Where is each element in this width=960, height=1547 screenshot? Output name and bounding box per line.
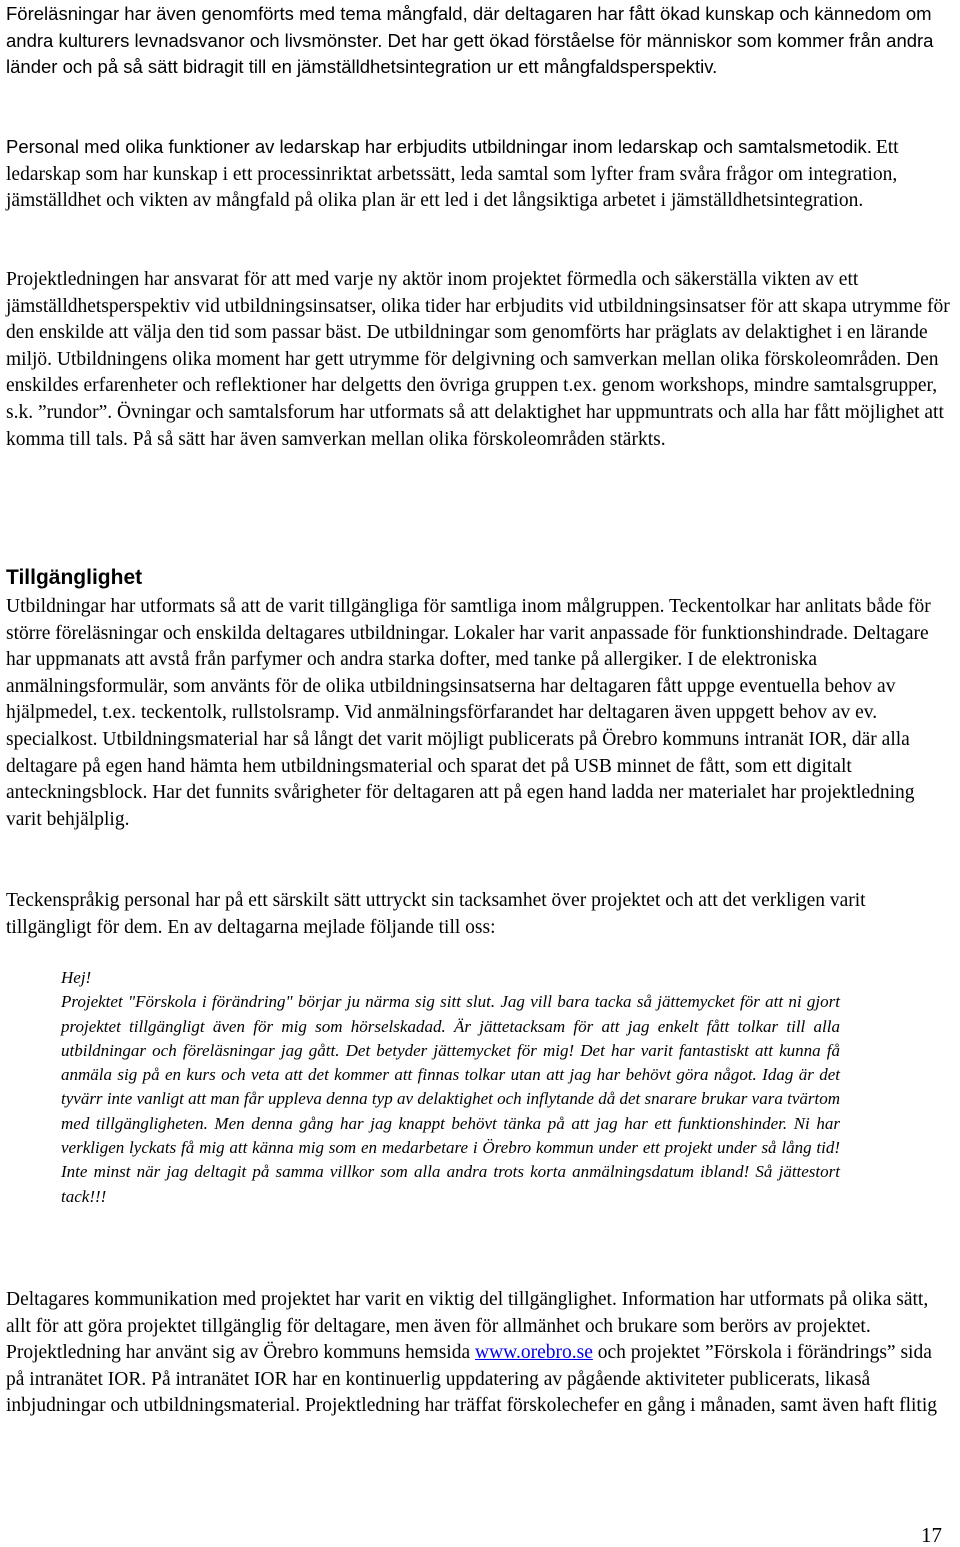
paragraph-kommunikation — [6, 1287, 954, 1420]
section-heading-tillganglighet: Tillgänglighet — [6, 566, 143, 589]
kommunikation-text-start: Deltagares kommunikation med projektet har varit en viktig del tillgänglighet. Information har utformats på olika sätt, allt för att göra projektet tillgänglig för deltagare, men även för allmänhet och brukare som berörs av projektet. Projektledning har använt sig av Örebro kommuns hemsida — [6, 1289, 929, 1364]
paragraph-ledarskap-body: Ett ledarskap som har kunskap i ett processinriktat arbetssätt, leda samtal som lyfter fram svåra frågor om integration, jämställdhet och vikten av mångfald på olika plan är ett led i det långsiktiga arbetet i jämställdhetsintegration. — [6, 137, 899, 212]
orebro-website-link[interactable]: www.orebro.se — [475, 1342, 593, 1364]
quoted-email — [61, 966, 840, 1209]
quote-body: Projektet "Förskola i förändring" börjar ju närma sig sitt slut. Jag vill bara tacka så jättemycket för att ni gjort projektet tillgängligt även för mig som hörselskadad. Är jättetacksam för att jag enkelt fått tolkar till alla utbildningar och föreläsningar jag gått. Det betyder jättemycket för mig! Det har varit fantastiskt att kunna få anmäla sig på en kurs och veta att det kommer att finnas tolkar utan att jag har behövt göra något. Idag är det tyvärr inte vanligt att man får uppleva denna typ av delaktighet och inflytande då det snarare brukar vara tvärtom med tillgängligheten. Men denna gång har jag knappt behövt tänka på att jag har ett funktionshinder. Ni har verkligen lyckats få mig att känna mig som en medarbetare i Örebro kommun under ett projekt under så lång tid! Inte minst när jag deltagit på samma villkor som alla andra trots korta anmälningsdatum ibland! Så jättestort tack!!! — [61, 992, 840, 1206]
quote-greeting: Hej! — [61, 968, 92, 987]
kommunikation-text-end: och projektet ”Förskola i förändrings” sida på intranätet IOR. På intranätet IOR har en kontinuerlig uppdatering av pågående aktiviteter publicerats, likaså inbjudningar och utbildningsmaterial. Projektledning har träffat förskolechefer en gång i månaden, samt även haft flitig — [6, 1342, 938, 1417]
page-number: 17 — [921, 1523, 942, 1547]
paragraph-tillganglighet: Utbildningar har utformats så att de varit tillgängliga för samtliga inom målgruppen. Teckentolkar har anlitats både för större föreläsningar och enskilda deltagares utbildningar. Lokaler har varit anpassade för funktionshindrade. Deltagare har uppmanats att avstå från parfymer och andra starka dofter, med tanke på allergiker. I de elektroniska anmälningsformulär, som använts för de olika utbildningsinsatserna har deltagaren fått uppge eventuella behov av hjälpmedel, t.ex. teckentolk, rullstolsramp. Vid anmälningsförfarandet har deltagaren även uppgett behov av ev. specialkost. Utbildningsmaterial har så långt det varit möjligt publicerats på Örebro kommuns intranät IOR, där alla deltagare på egen hand hämta hem utbildningsmaterial och sparat det på USB minnet de fått, som ett digitalt anteckningsblock. Har det funnits svårigheter för deltagaren att på egen hand ladda ner materialet har projektledning varit behjälplig. — [6, 596, 931, 830]
paragraph-ledarskap-intro: Personal med olika funktioner av ledarskap har erbjudits utbildningar inom ledarskap och samtalsmetodik. — [6, 136, 872, 157]
paragraph-projektledningen: Projektledningen har ansvarat för att med varje ny aktör inom projektet förmedla och säkerställa vikten av ett jämställdhetsperspektiv vid utbildningsinsatser, olika tider har erbjudits vid utbildningsinsatser för att skapa utrymme för den enskilde att välja den tid som passar bäst. De utbildningar som genomförts har präglats av delaktighet i en lärande miljö. Utbildningens olika moment har gett utrymme för delgivning och samverkan mellan olika förskoleområden. Den enskildes erfarenheter och reflektioner har delgetts den övriga gruppen t.ex. genom workshops, mindre samtalsgrupper, s.k. ”rundor”. Övningar och samtalsforum har utformats så att delaktighet har uppmuntrats och alla har fått möjlighet att komma till tals. På så sätt har även samverkan mellan olika förskoleområden stärkts. — [6, 269, 950, 450]
paragraph-teckensprakig: Teckenspråkig personal har på ett särskilt sätt uttryckt sin tacksamhet över projektet och att det verkligen varit tillgängligt för dem. En av deltagarna mejlade följande till oss: — [6, 890, 866, 938]
paragraph-mangfald: Föreläsningar har även genomförts med tema mångfald, där deltagaren har fått ökad kunskap och kännedom om andra kulturers levnadsvanor och livsmönster. Det har gett ökad förståelse för människor som kommer från andra länder och på så sätt bidragit till en jämställdhetsintegration ur ett mångfaldsperspektiv. — [6, 3, 934, 77]
paragraph-ledarskap — [6, 134, 954, 215]
